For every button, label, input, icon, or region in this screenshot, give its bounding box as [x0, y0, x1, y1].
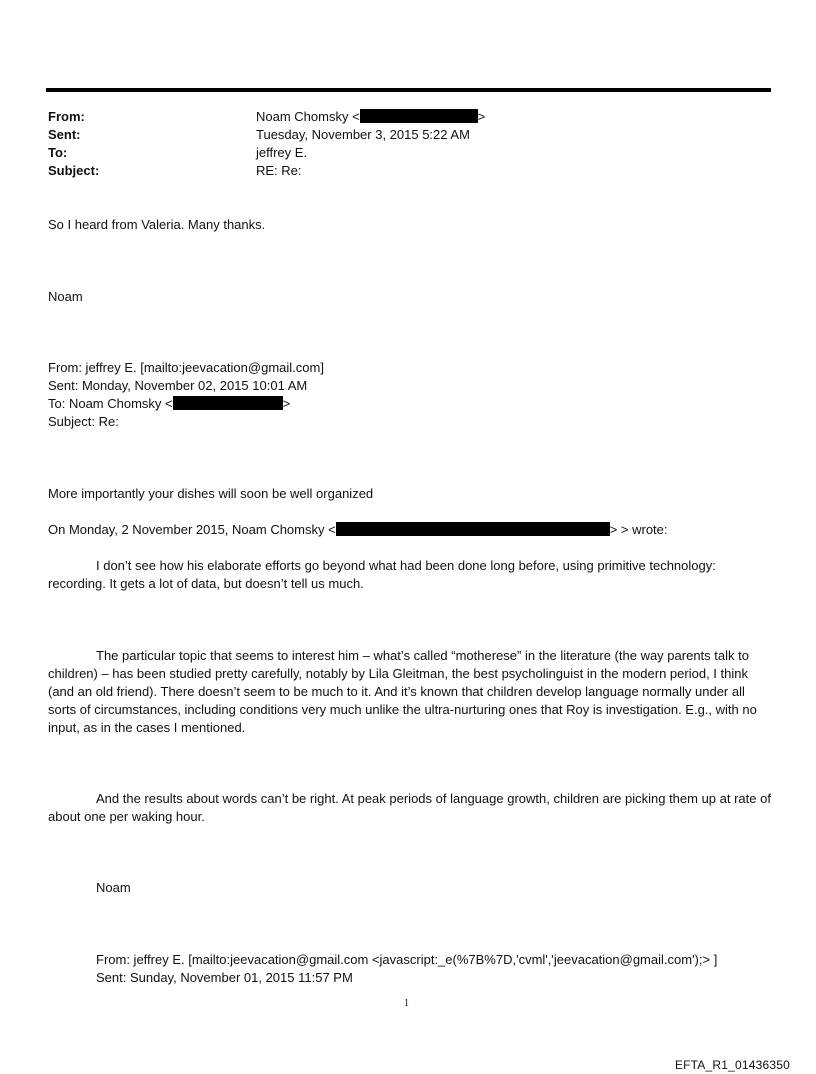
redaction-box	[336, 522, 610, 536]
subject-value: RE: Re:	[256, 163, 302, 178]
redaction-box	[173, 396, 283, 410]
nested-quoted-header	[48, 951, 772, 987]
sent-value: Tuesday, November 3, 2015 5:22 AM	[256, 127, 470, 142]
bates-number: EFTA_R1_01436350	[674, 1058, 790, 1072]
from-end: >	[477, 109, 486, 124]
quoted-sent: Sent: Monday, November 02, 2015 10:01 AM	[48, 378, 308, 393]
quoted-paragraph-1: I don’t see how his elaborate efforts go beyond what had been done long before, using primitive technology: recording. It gets a lot of data, but doesn’t tell us much.	[48, 558, 716, 591]
signature: Noam	[48, 289, 83, 304]
quoted-paragraph-3: And the results about words can’t be right. At peak periods of language growth, children are picking them up at rate of about one per waking hour.	[48, 791, 771, 824]
quoted-to-prefix: To: Noam Chomsky <	[48, 396, 173, 411]
quoted-to	[48, 395, 772, 413]
header-rule	[46, 88, 771, 92]
from-value	[256, 108, 485, 126]
to-value: jeffrey E.	[256, 145, 308, 160]
from-name: Noam Chomsky <	[256, 109, 360, 124]
to-label: To:	[48, 145, 68, 160]
body-line: So I heard from Valeria. Many thanks.	[48, 217, 266, 232]
quoted-message: More importantly your dishes will soon be well organized	[48, 486, 374, 501]
attribution-line	[48, 521, 772, 539]
quoted-from: From: jeffrey E. [mailto:jeevacation@gmail.com]	[48, 360, 324, 375]
quoted-to-suffix: >	[282, 396, 291, 411]
attribution-suffix: > > wrote:	[609, 522, 668, 537]
nested-sent: Sent: Sunday, November 01, 2015 11:57 PM	[96, 970, 353, 985]
quoted-subject: Subject: Re:	[48, 414, 119, 429]
quoted-header	[48, 359, 772, 431]
page-number: 1	[404, 998, 409, 1009]
quoted-paragraph-2: The particular topic that seems to interest him – what’s called “motherese” in the literature (the way parents talk to children) – has been studied pretty carefully, notably by Lila Gleitman, the best psycholinguist in the modern period, I think (and an old friend). There doesn’t seem to be much to it. And it’s known that children develop language normally under all sorts of circumstances, including conditions very much unlike the ultra-nurturing ones that Roy is investigation. E.g., with no input, as in the cases I mentioned.	[48, 648, 757, 735]
from-label: From:	[48, 109, 85, 124]
quoted-signature: Noam	[96, 880, 131, 895]
nested-from: From: jeffrey E. [mailto:jeevacation@gmail.com <javascript:_e(%7B%7D,'cvml','jeevacation@gmail.com');> ]	[96, 952, 718, 967]
redaction-box	[360, 109, 478, 123]
sent-label: Sent:	[48, 127, 81, 142]
attribution-prefix: On Monday, 2 November 2015, Noam Chomsky <	[48, 522, 336, 537]
subject-label: Subject:	[48, 163, 100, 178]
